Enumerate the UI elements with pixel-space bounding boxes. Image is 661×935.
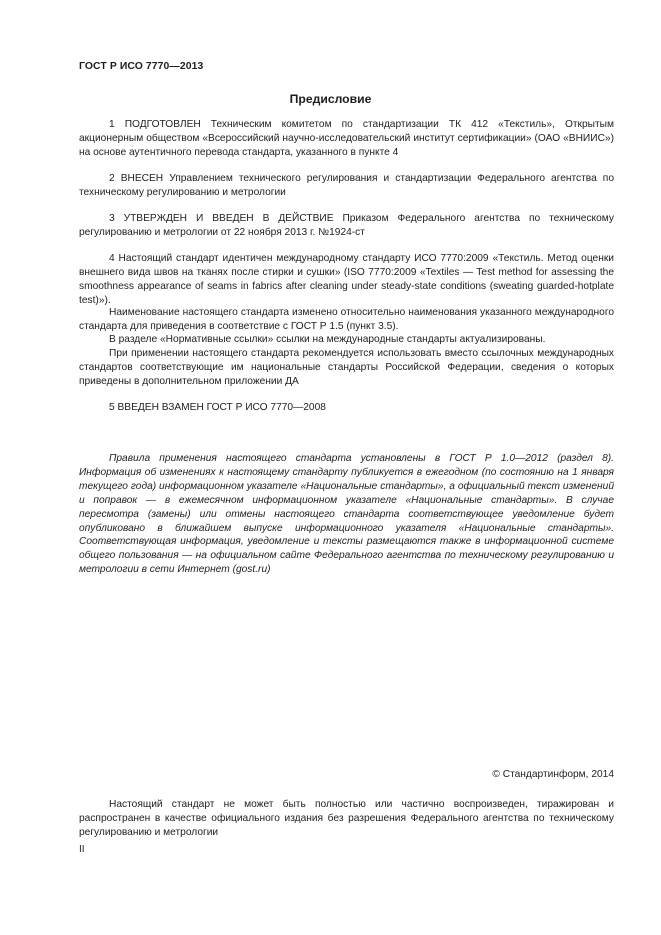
copyright-line: © Стандартинформ, 2014 — [492, 769, 614, 780]
page-title: Предисловие — [289, 92, 372, 106]
rules-notice: Правила применения настоящего стандарта установлены в ГОСТ Р 1.0—2012 (раздел 8). Информация об изменениях к настоящему стандарту публикуется в ежегодном (по состоянию на 1 января текущего года) информационном указателе «Национальные стандарты», а официальный текст изменений и поправок — в ежемесячном информационном указателе «Национальные стандарты». В случае пересмотра (замены) или отмены настоящего стандарта соответствующее уведомление будет опубликовано в ближайшем выпуске информационного указателя «Национальные стандарты». Соответствующая информация, уведомление и тексты размещаются также в информационной системе общего пользования — на официальном сайте Федерального агентства по техническому регулированию и метрологии в сети Интернет (gost.ru) — [79, 453, 614, 576]
item-4-name-change: Наименование настоящего стандарта изменено относительно наименования указанного международного стандарта для приведения в соответствие с ГОСТ Р 1.5 (пункт 3.5). — [79, 307, 614, 332]
item-1-prepared: 1 ПОДГОТОВЛЕН Техническим комитетом по стандартизации ТК 412 «Текстиль», Открытым акционерным обществом «Всероссийский научно-исследовательский институт сертификации» (ОАО «ВНИИС») на основе аутентичного перевода стандарта, указанного в пункте 4 — [79, 119, 614, 158]
item-4-identical: 4 Настоящий стандарт идентичен международному стандарту ИСО 7770:2009 «Текстиль. Метод оценки внешнего вида швов на тканях после стирки и сушки» (ISO 7770:2009 «Textiles — Test method for assessing the smoothness appearance of seams in fabrics after cleaning under steady-state conditions (sweating guarded-hotplate test)»). — [79, 253, 614, 306]
page-number: II — [79, 844, 85, 855]
item-2-introduced: 2 ВНЕСЕН Управлением технического регулирования и стандартизации Федерального агентства по техническому регулированию и метрологии — [79, 173, 614, 198]
item-4-application: При применении настоящего стандарта рекомендуется использовать вместо ссылочных международных стандартов соответствующие им национальные стандарты Российской Федерации, сведения о которых приведены в дополнительном приложении ДА — [79, 348, 614, 387]
item-3-approved: 3 УТВЕРЖДЕН И ВВЕДЕН В ДЕЙСТВИЕ Приказом Федерального агентства по техническому регулированию и метрологии от 22 ноября 2013 г. №1924-ст — [79, 213, 614, 238]
item-5-replaced: 5 ВВЕДЕН ВЗАМЕН ГОСТ Р ИСО 7770—2008 — [109, 402, 326, 413]
item-4-references: В разделе «Нормативные ссылки» ссылки на международные стандарты актуализированы. — [109, 334, 546, 345]
standard-code-header: ГОСТ Р ИСО 7770—2013 — [79, 61, 204, 72]
reproduction-notice: Настоящий стандарт не может быть полностью или частично воспроизведен, тиражирован и распространен в качестве официального издания без разрешения Федерального агентства по техническому регулированию и метрологии — [79, 799, 614, 838]
